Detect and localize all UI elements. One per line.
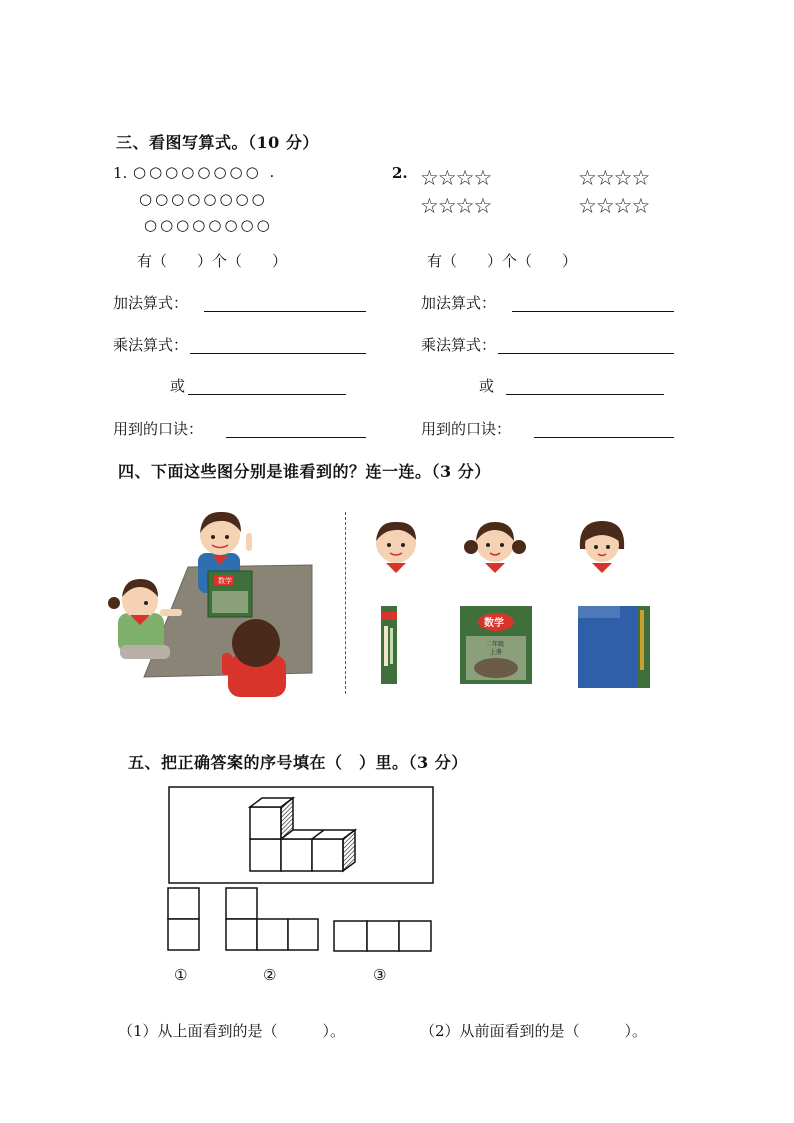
or-answer-left[interactable] — [188, 394, 346, 395]
book-cover-view[interactable] — [460, 606, 532, 684]
section-3-title: 三、看图写算式。（10 分） — [116, 133, 319, 152]
book-spine-view[interactable] — [378, 606, 400, 684]
rhyme-label-right: 用到的口诀： — [421, 420, 512, 438]
question-2-text: （2）从前面看到的是（ ）。 — [420, 1022, 648, 1040]
option-3-label: ③ — [373, 966, 387, 984]
book-cover-grade: 二年级 — [486, 641, 505, 648]
mul-answer-right[interactable] — [498, 353, 674, 354]
star-group-1: ☆☆☆☆ — [420, 166, 492, 190]
add-label-left: 加法算式： — [113, 294, 189, 312]
add-answer-left[interactable] — [204, 311, 366, 312]
girl-face-bob[interactable] — [572, 515, 632, 573]
scene-illustration — [100, 505, 340, 700]
book-on-table — [208, 571, 252, 617]
mul-answer-left[interactable] — [190, 353, 366, 354]
mul-label-left: 乘法算式： — [113, 336, 189, 354]
girl-face-pigtails[interactable] — [462, 515, 528, 573]
count-text-right: 有（ ）个（ ） — [427, 252, 578, 270]
problem-2-label: 2. — [392, 164, 408, 182]
add-label-right: 加法算式： — [421, 294, 497, 312]
option-3-shape — [332, 919, 434, 953]
star-group-2: ☆☆☆☆ — [420, 194, 492, 218]
problem-1-label: 1. — [113, 164, 128, 182]
rhyme-label-left: 用到的口诀： — [113, 420, 204, 438]
star-group-4: ☆☆☆☆ — [578, 194, 650, 218]
cube-figure-frame — [168, 786, 436, 886]
or-answer-right[interactable] — [506, 394, 664, 395]
option-1-label: ① — [174, 966, 188, 984]
circle-row-2: ○○○○○○○○ — [139, 190, 268, 208]
rhyme-answer-left[interactable] — [226, 437, 366, 438]
section-4-title: 四、下面这些图分别是谁看到的？连一连。（3 分） — [118, 462, 491, 481]
boy-face[interactable] — [366, 515, 426, 573]
book-cover-term: 上册 — [490, 649, 503, 656]
section-5-title: 五、把正确答案的序号填在（ ）里。（3 分） — [128, 753, 468, 772]
book-title-small: 数学 — [218, 577, 232, 585]
dashed-divider — [345, 512, 346, 694]
circle-row-3: ○○○○○○○○ — [144, 216, 273, 234]
book-cover-title: 数学 — [484, 618, 504, 629]
mul-label-right: 乘法算式： — [421, 336, 497, 354]
add-answer-right[interactable] — [512, 311, 674, 312]
star-group-3: ☆☆☆☆ — [578, 166, 650, 190]
circle-row-1: ○○○○○○○○ . — [133, 163, 278, 181]
question-1-text: （1）从上面看到的是（ ）。 — [118, 1022, 346, 1040]
rhyme-answer-right[interactable] — [534, 437, 674, 438]
or-label-right: 或 — [479, 377, 495, 395]
option-2-shape — [224, 886, 320, 952]
option-2-label: ② — [263, 966, 277, 984]
count-text-left: 有（ ）个（ ） — [137, 252, 288, 270]
book-back-view[interactable] — [578, 606, 650, 688]
or-label-left: 或 — [170, 377, 186, 395]
option-1-shape — [166, 886, 202, 952]
